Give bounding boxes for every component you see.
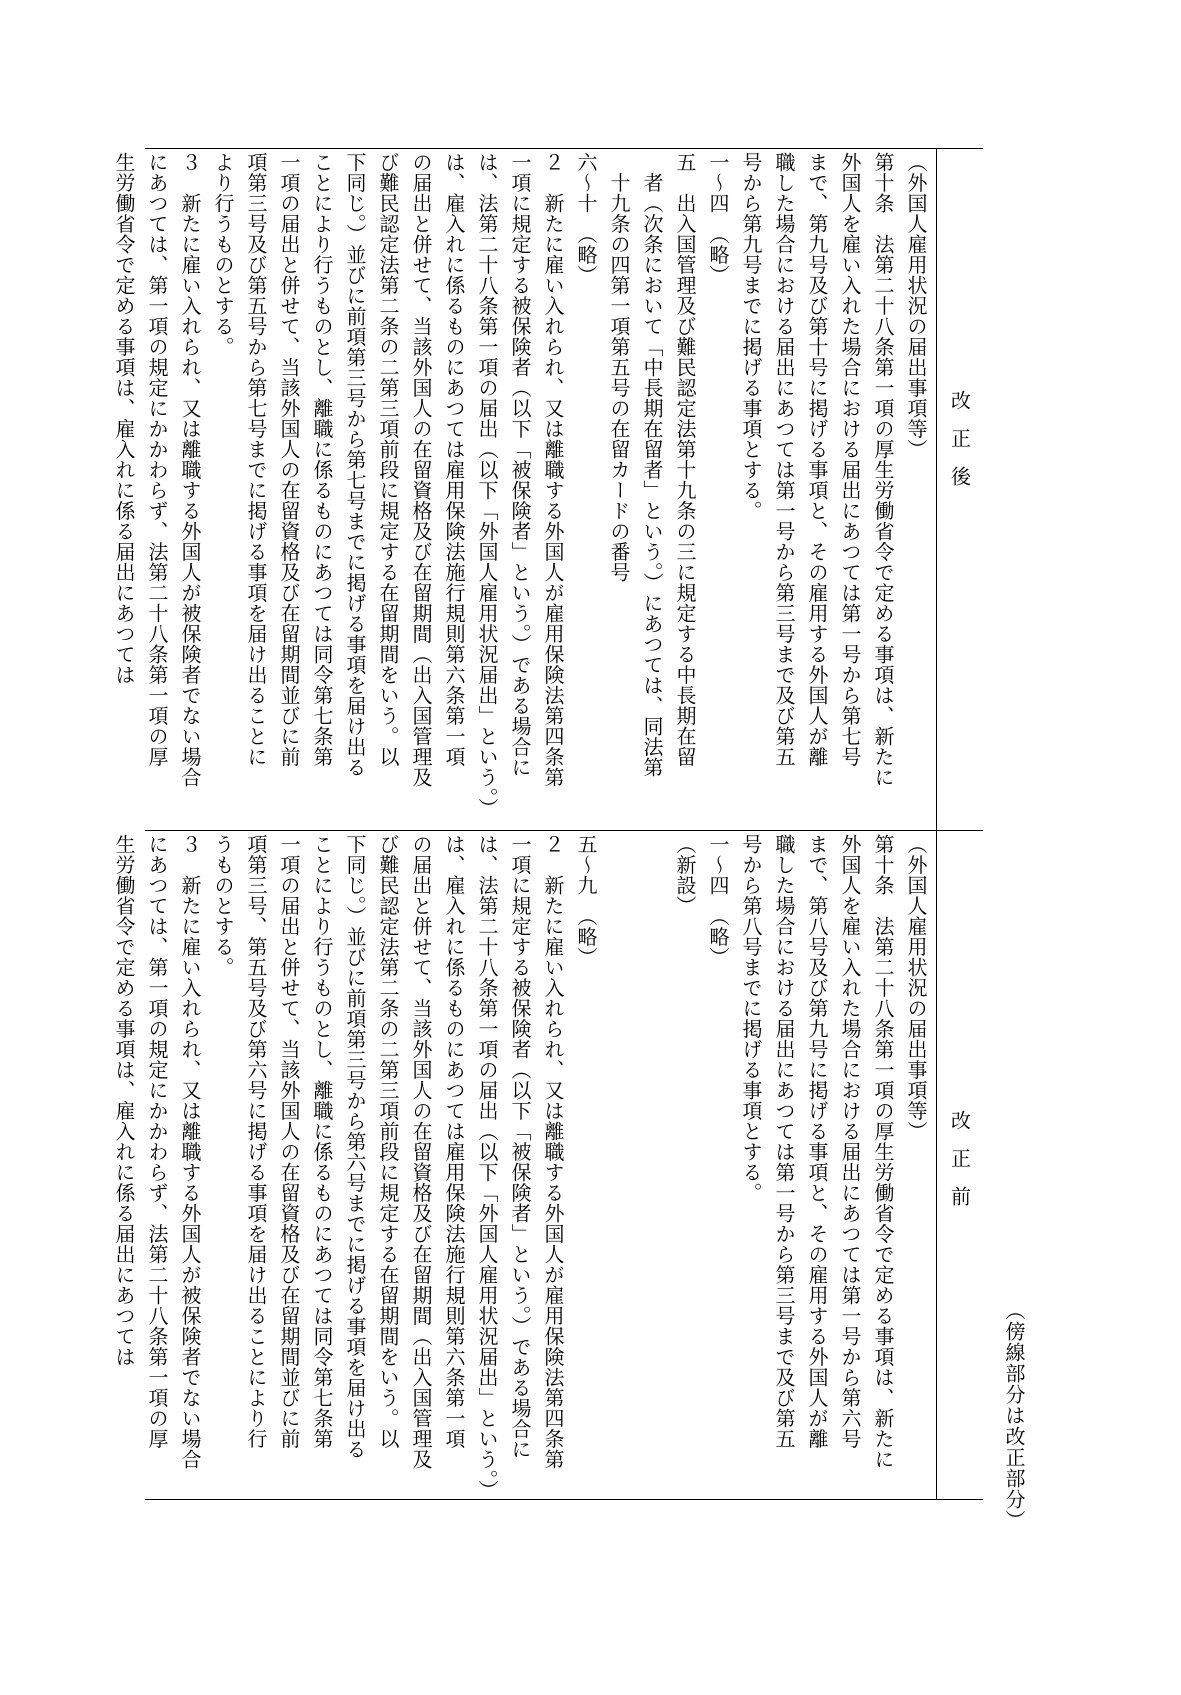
header-after: 改正後: [947, 390, 972, 504]
header-before: 改正前: [947, 1110, 972, 1224]
annotation-note: （傍線部分は改正部分）: [1002, 1300, 1026, 1531]
header-divider: [936, 148, 937, 1500]
text-after-amendment: （外国人雇用状況の届出事項等） 第十条 法第二十八条第一項の厚生労働省令で定める事項は、新たに 外国人を雇い入れた場合における届出にあつては第一号から第七号 まで、第九号及び第十号に掲げる事項と、その雇用する外国人が離 職した場合における届出にあつては第一号から第三号まで及び第五 号から第九号までに掲げる事項とする。 一～四 （略） 五 出入国管理及び難民認定法第十九条の三に規定する中長期在留 者（次条において「中長期在留者」という。）にあつては、同法第 十九条の四第一項第五号の在留カードの番号 六～十 （略） ２ 新たに雇い入れられ、又は離職する外国人が雇用保険法第四条第 一項に規定する被保険者（以下「被保険者」という。）である場合に は、法第二十八条第一項の届出（以下「外国人雇用状況届出」という。） は、雇入れに係るものにあつては雇用保険法施行規則第六条第一項 の届出と併せて、当該外国人の在留資格及び在留期間（出入国管理及 び難民認定法第二条の二第三項前段に規定する在留期間をいう。以 下同じ。）並びに前項第三号から第七号までに掲げる事項を届け出る ことにより行うものとし、離職に係るものにあつては同令第七条第 一項の届出と併せて、当該外国人の在留資格及び在留期間並びに前 項第三号及び第五号から第七号までに掲げる事項を届け出ることに より行うものとする。 ３ 新たに雇い入れられ、又は離職する外国人が被保険者でない場合 にあつては、第一項の規定にかかわらず、法第二十八条第一項の厚 生労働省令で定める事項は、雇入れに係る届出にあつては: [112, 152, 928, 819]
text-before-amendment: （外国人雇用状況の届出事項等） 第十条 法第二十八条第一項の厚生労働省令で定める事項は、新たに 外国人を雇い入れた場合における届出にあつては第一号から第六号 まで、第八号及び第九号に掲げる事項と、その雇用する外国人が離 職した場合における届出にあつては第一号から第三号まで及び第五 号から第八号までに掲げる事項とする。 一～四 （略） （新設） 五～九 （略） ２ 新たに雇い入れられ、又は離職する外国人が雇用保険法第四条第 一項に規定する被保険者（以下「被保険者」という。）である場合に は、法第二十八条第一項の届出（以下「外国人雇用状況届出」という。） は、雇入れに係るものにあつては雇用保険法施行規則第六条第一項 の届出と併せて、当該外国人の在留資格及び在留期間（出入国管理及 び難民認定法第二条の二第三項前段に規定する在留期間をいう。以 下同じ。）並びに前項第三号から第六号までに掲げる事項を届け出る ことにより行うものとし、離職に係るものにあつては同令第七条第 一項の届出と併せて、当該外国人の在留資格及び在留期間並びに前 項第三号、第五号及び第六号に掲げる事項を届け出ることにより行 うものとする。 ３ 新たに雇い入れられ、又は離職する外国人が被保険者でない場合 にあつては、第一項の規定にかかわらず、法第二十八条第一項の厚 生労働省令で定める事項は、雇入れに係る届出にあつては: [112, 834, 928, 1501]
row-divider: [145, 830, 983, 831]
